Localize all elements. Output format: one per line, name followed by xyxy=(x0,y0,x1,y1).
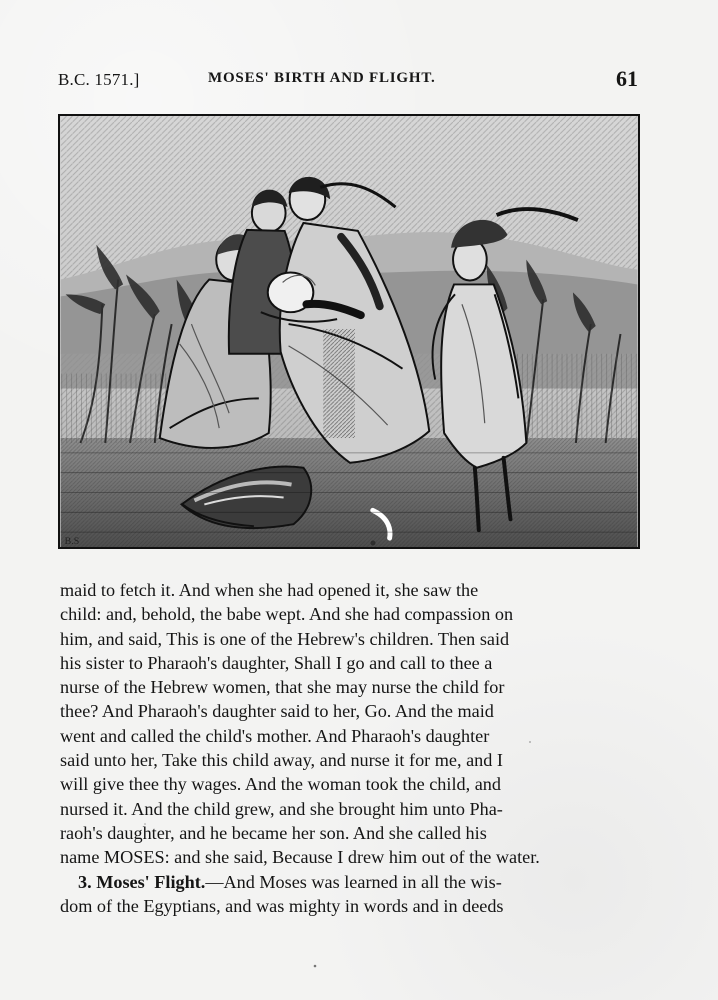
text-line: went and called the child's mother. And Pharaoh's daughter xyxy=(60,725,490,746)
text-line: dom of the Egyptians, and was mighty in words and in deeds xyxy=(60,895,504,916)
running-title: MOSES' BIRTH AND FLIGHT. xyxy=(208,70,436,86)
section-number: 3. xyxy=(78,871,92,892)
section-title: Moses' Flight. xyxy=(96,871,206,892)
engraving-illustration xyxy=(58,114,640,549)
header-date: B.C. 1571.] xyxy=(58,70,140,89)
text-line: will give thee thy wages. And the woman took the child, and xyxy=(60,774,501,795)
engraving-illustration-icon xyxy=(60,116,638,547)
page-number: 61 xyxy=(616,66,638,91)
section-text: And Moses was learned in all the wis- xyxy=(223,871,502,892)
text-line: thee? And Pharaoh's daughter said to her, Go. And the maid xyxy=(60,701,494,722)
text-line: name MOSES: and she said, Because I drew him out of the water. xyxy=(60,847,540,868)
text-line: maid to fetch it. And when she had opened it, she saw the xyxy=(60,580,479,600)
page-header xyxy=(58,66,638,96)
text-line: said unto her, Take this child away, and nurse it for me, and I xyxy=(60,750,503,771)
text-line: his sister to Pharaoh's daughter, Shall I go and call to thee a xyxy=(60,652,493,673)
section-dash: — xyxy=(205,871,224,892)
text-line: nurse of the Hebrew women, that she may nurse the child for xyxy=(60,677,505,698)
svg-text:B.S: B.S xyxy=(64,536,80,547)
text-line: child: and, behold, the babe wept. And she had compassion on xyxy=(60,604,514,625)
page-body-text xyxy=(60,578,642,918)
text-line: him, and said, This is one of the Hebrew's children. Then said xyxy=(60,628,510,649)
section-heading-line xyxy=(60,870,642,894)
text-line: raoh's daughter, and he became her son. And she called his xyxy=(60,822,487,843)
text-line: nursed it. And the child grew, and she brought him unto Pha- xyxy=(60,798,503,819)
